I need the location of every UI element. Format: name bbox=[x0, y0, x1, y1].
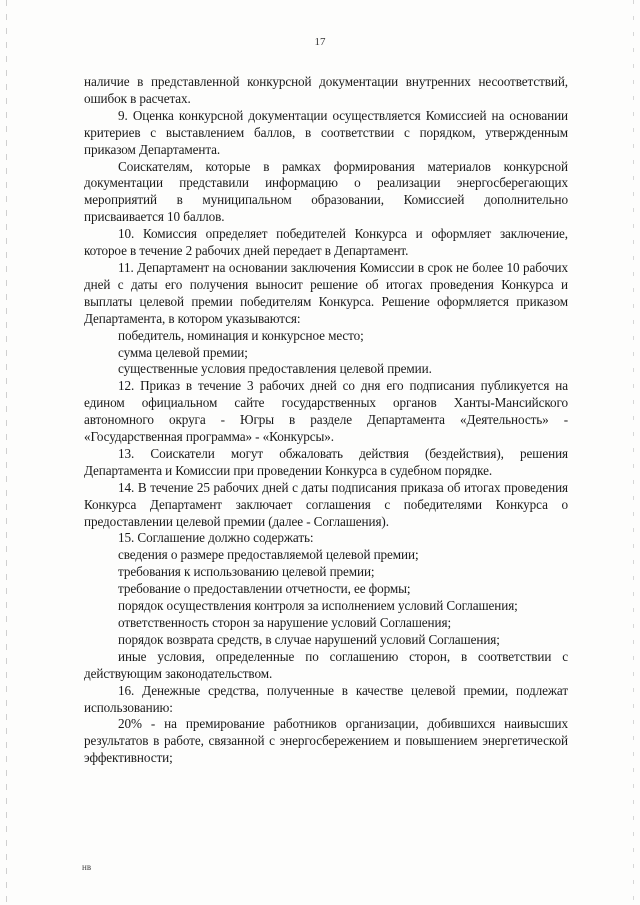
paragraph: 13. Соискатели могут обжаловать действия (бездействия), решения Департамента и Комиссии при проведении Конкурса в судебном порядке. bbox=[84, 445, 568, 478]
paragraph: 11. Департамент на основании заключения Комиссии в срок не более 10 рабочих дней с даты его получения выносит решение об итогах проведения Конкурса и выплаты целевой премии победителям Конкурса. Решение оформляется приказом Департамента, в котором указываются: bbox=[84, 259, 568, 326]
list-item: иные условия, определенные по соглашению сторон, в соответствии с действующим законодательством. bbox=[84, 648, 568, 681]
paragraph: 16. Денежные средства, полученные в качестве целевой премии, подлежат использованию: bbox=[84, 682, 568, 715]
list-item: требование о предоставлении отчетности, ее формы; bbox=[118, 581, 411, 597]
list-item: сумма целевой премии; bbox=[118, 344, 248, 360]
paragraph: 15. Соглашение должно содержать: bbox=[118, 530, 314, 546]
paragraph: 20% - на премирование работников организации, добившихся наивысших результатов в работе, связанной с энергосбережением и повышением энергетической эффективности; bbox=[84, 716, 568, 766]
paragraph: 9. Оценка конкурсной документации осуществляется Комиссией на основании критериев с выставлением баллов, в соответствии с порядком, утвержденным приказом Департамента. bbox=[84, 107, 568, 157]
page-number: 17 bbox=[314, 36, 326, 48]
paragraph: Соискателям, которые в рамках формирования материалов конкурсной документации представили информацию о реализации энергосберегающих мероприятий в муниципальном образовании, Комиссией дополнительно присваивается 10 баллов. bbox=[84, 158, 568, 225]
list-item: победитель, номинация и конкурсное место; bbox=[118, 327, 364, 343]
footer-mark: нв bbox=[82, 862, 92, 872]
list-item: ответственность сторон за нарушение условий Соглашения; bbox=[118, 615, 452, 630]
body-text bbox=[84, 74, 568, 767]
paragraph: 10. Комиссия определяет победителей Конкурса и оформляет заключение, которое в течение 2 рабочих дней передает в Департамент. bbox=[84, 226, 568, 259]
list-item: порядок возврата средств, в случае нарушений условий Соглашения; bbox=[118, 631, 500, 647]
paragraph: 12. Приказ в течение 3 рабочих дней со дня его подписания публикуется на едином официальном сайте государственных органов Ханты-Мансийского автономного округа - Югры в разделе Департамента «Деятельность» - «Государственная программа» - «Конкурсы». bbox=[84, 378, 568, 445]
paragraph: 14. В течение 25 рабочих дней с даты подписания приказа об итогах проведения Конкурса Департамент заключает соглашения с победителями Конкурса о предоставлении целевой премии (далее - Соглашения). bbox=[84, 479, 568, 529]
paragraph: наличие в представленной конкурсной документации внутренних несоответствий, ошибок в расчетах. bbox=[84, 74, 568, 106]
list-item: порядок осуществления контроля за исполнением условий Соглашения; bbox=[118, 598, 518, 614]
scan-edge-left bbox=[6, 0, 7, 905]
list-item: требования к использованию целевой премии; bbox=[118, 564, 375, 580]
list-item: существенные условия предоставления целевой премии. bbox=[118, 361, 432, 377]
scan-edge-right bbox=[633, 0, 634, 905]
list-item: сведения о размере предоставляемой целевой премии; bbox=[118, 547, 419, 563]
